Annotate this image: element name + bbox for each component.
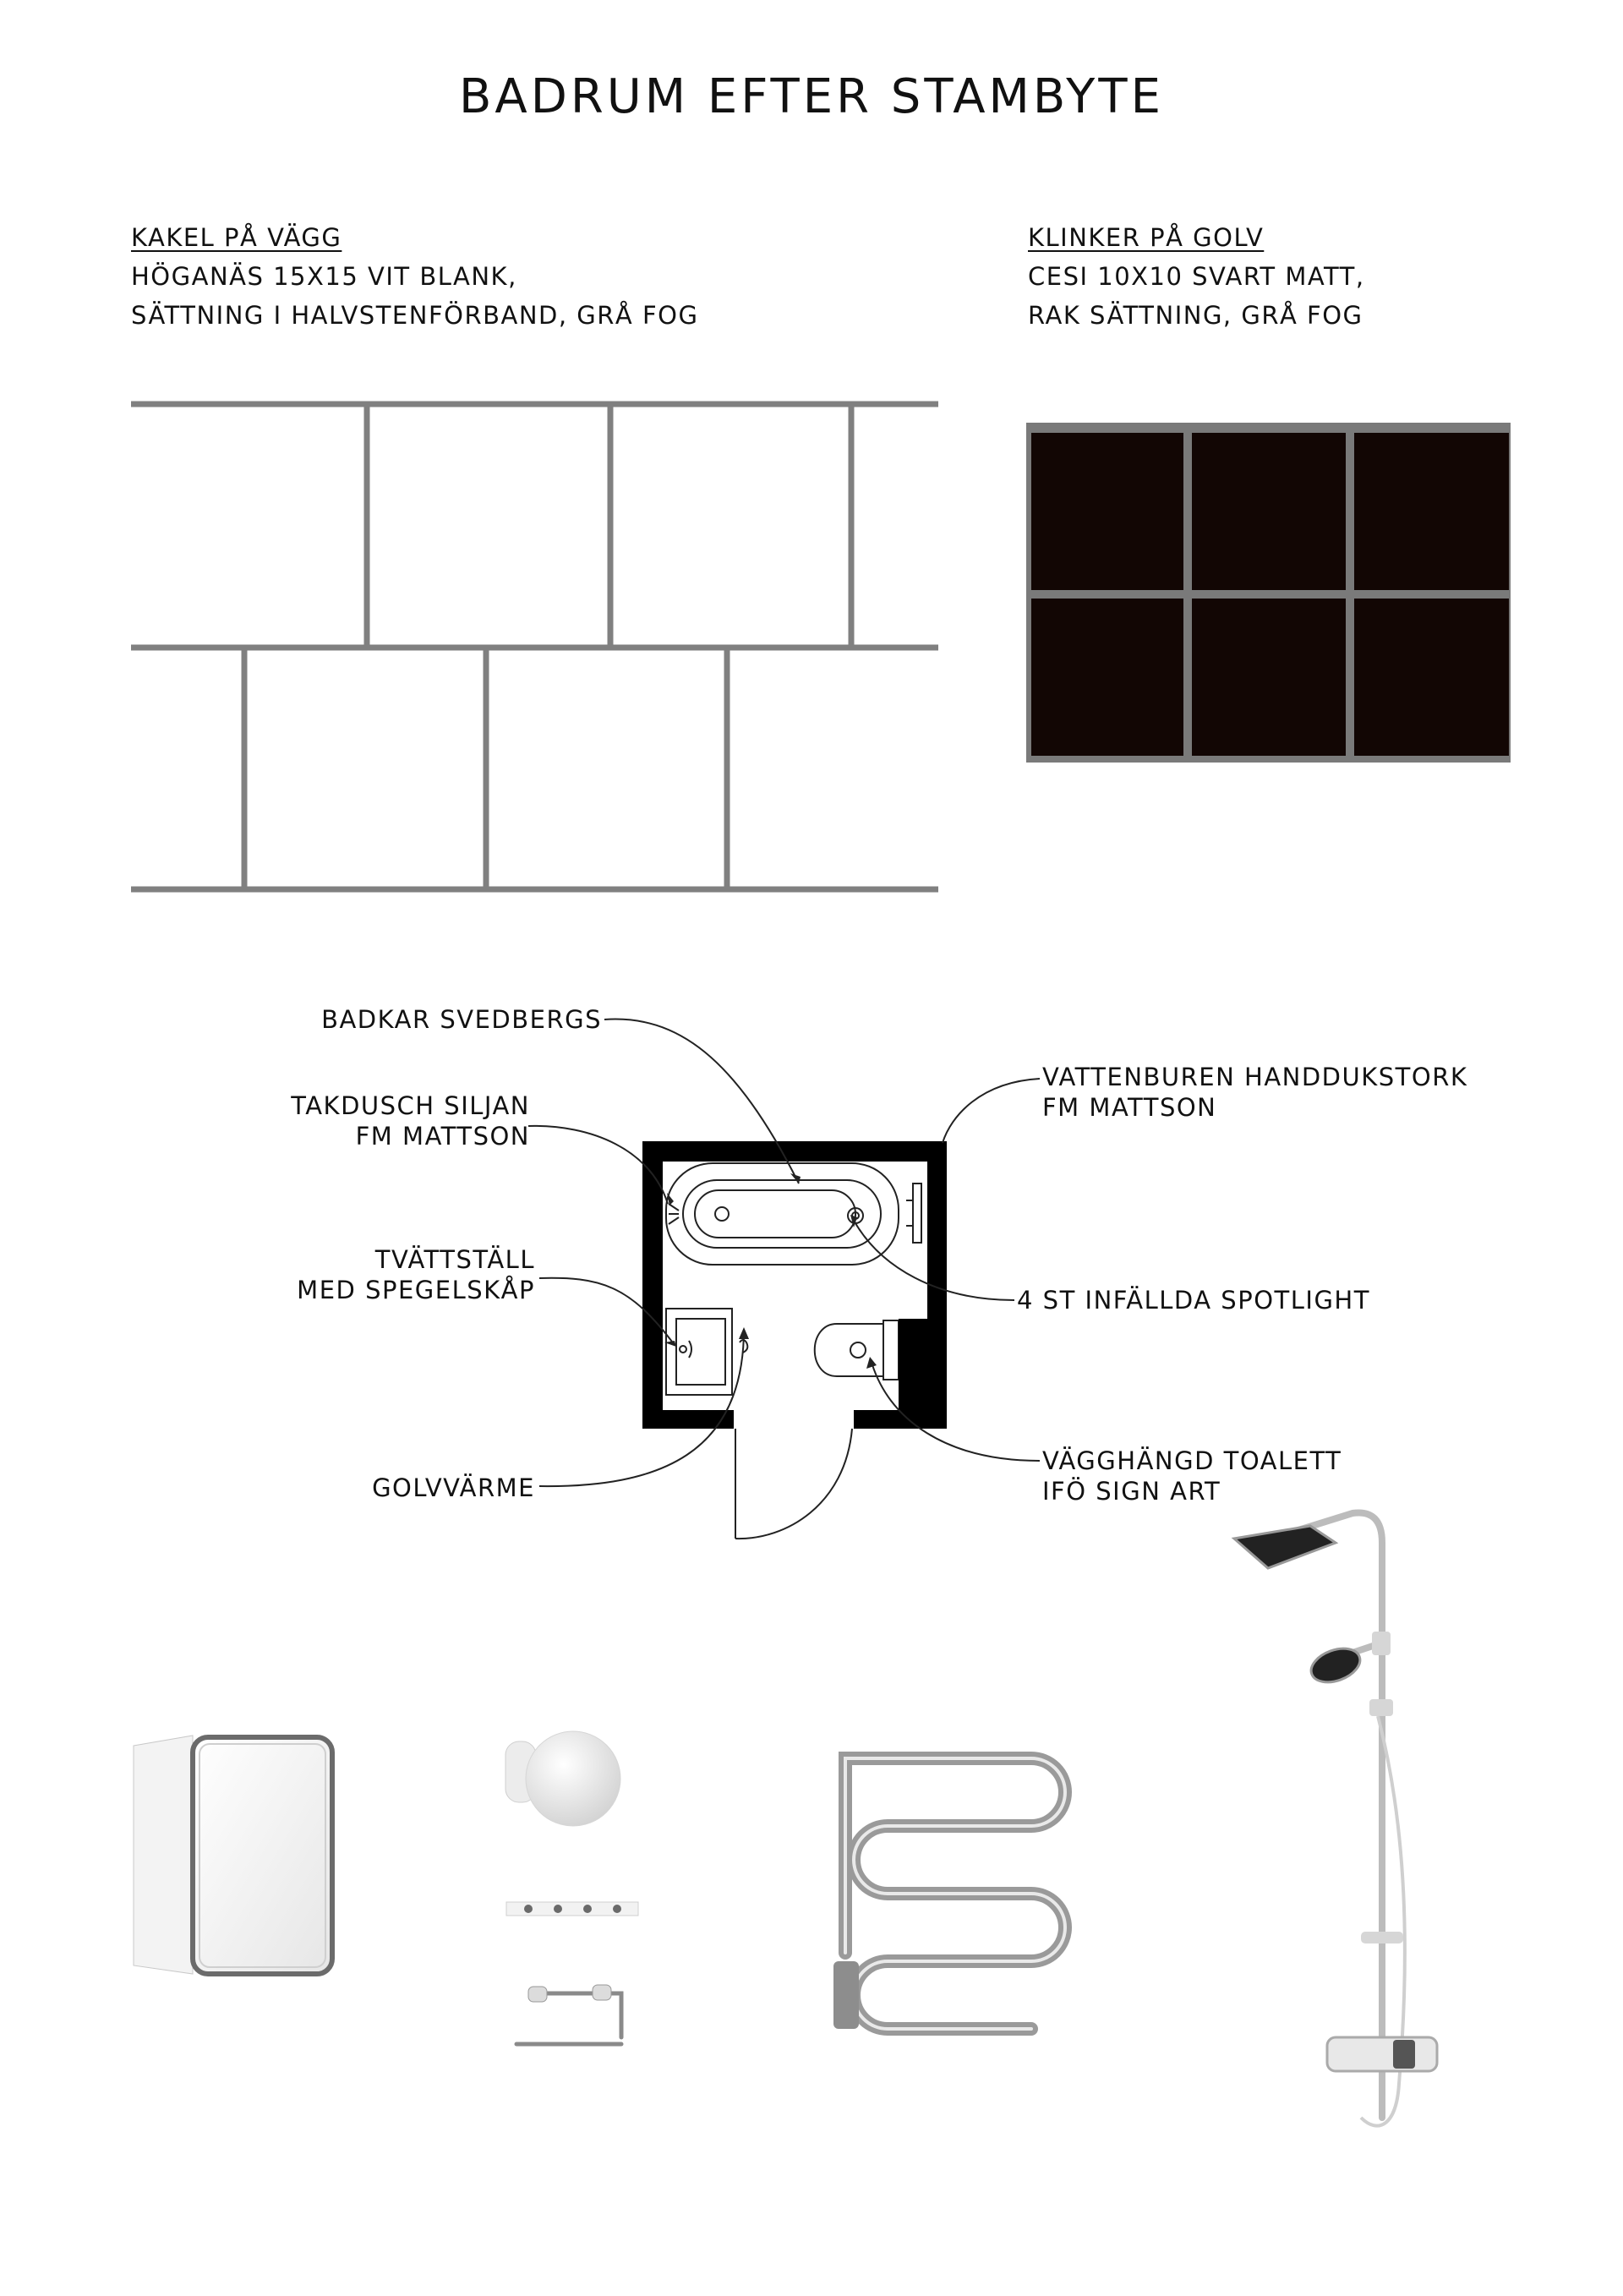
callout-badkar: BADKAR SVEDBERGS bbox=[321, 1005, 602, 1034]
plan-door bbox=[735, 1429, 852, 1539]
leader-arrowheads bbox=[664, 1173, 877, 1369]
page-title: BADRUM EFTER STAMBYTE bbox=[459, 69, 1164, 124]
plan-bathtub bbox=[666, 1163, 899, 1265]
mirror-cabinet-image bbox=[127, 1729, 338, 1978]
callout-spotlight: 4 ST INFÄLLDA SPOTLIGHT bbox=[1017, 1286, 1370, 1315]
callout-handdukstork-line1: VATTENBUREN HANDDUKSTORK bbox=[1042, 1063, 1468, 1091]
globe-wall-lamp-image bbox=[499, 1725, 626, 1834]
callout-takdusch-line2: FM MATTSON bbox=[355, 1122, 530, 1151]
callout-golvvarme: GOLVVÄRME bbox=[372, 1473, 535, 1502]
towel-hook-rail-image bbox=[503, 1892, 642, 1926]
callout-tvattstall-line1: TVÄTTSTÄLL bbox=[374, 1245, 535, 1274]
callout-tvattstall-line2: MED SPEGELSKÅP bbox=[297, 1276, 535, 1304]
leader-lines bbox=[528, 1020, 1040, 1487]
callout-toalett-line2: IFÖ SIGN ART bbox=[1042, 1477, 1221, 1506]
floor-tile-line2: RAK SÄTTNING, GRÅ FOG bbox=[1028, 301, 1363, 330]
wall-tile-line1: HÖGANÄS 15X15 VIT BLANK, bbox=[131, 262, 517, 291]
toilet-paper-holder-image bbox=[511, 1978, 638, 2054]
callout-handdukstork-line2: FM MATTSON bbox=[1042, 1093, 1217, 1122]
floor-tile-line1: CESI 10X10 SVART MATT, bbox=[1028, 262, 1365, 291]
wall-tile-heading: KAKEL PÅ VÄGG bbox=[131, 223, 342, 252]
callout-toalett-line1: VÄGGHÄNGD TOALETT bbox=[1042, 1446, 1342, 1475]
callout-takdusch-line1: TAKDUSCH SILJAN bbox=[291, 1091, 530, 1120]
plan-installation-wall bbox=[899, 1319, 929, 1410]
plan-towel-warmer bbox=[906, 1184, 921, 1243]
wall-tile-line2: SÄTTNING I HALVSTENFÖRBAND, GRÅ FOG bbox=[131, 301, 699, 330]
plan-sink bbox=[666, 1309, 732, 1395]
shower-set-image bbox=[1217, 1492, 1471, 2147]
towel-warmer-image bbox=[812, 1733, 1090, 2046]
plan-toilet bbox=[815, 1320, 899, 1380]
floor-tile-heading: KLINKER PÅ GOLV bbox=[1028, 223, 1265, 252]
